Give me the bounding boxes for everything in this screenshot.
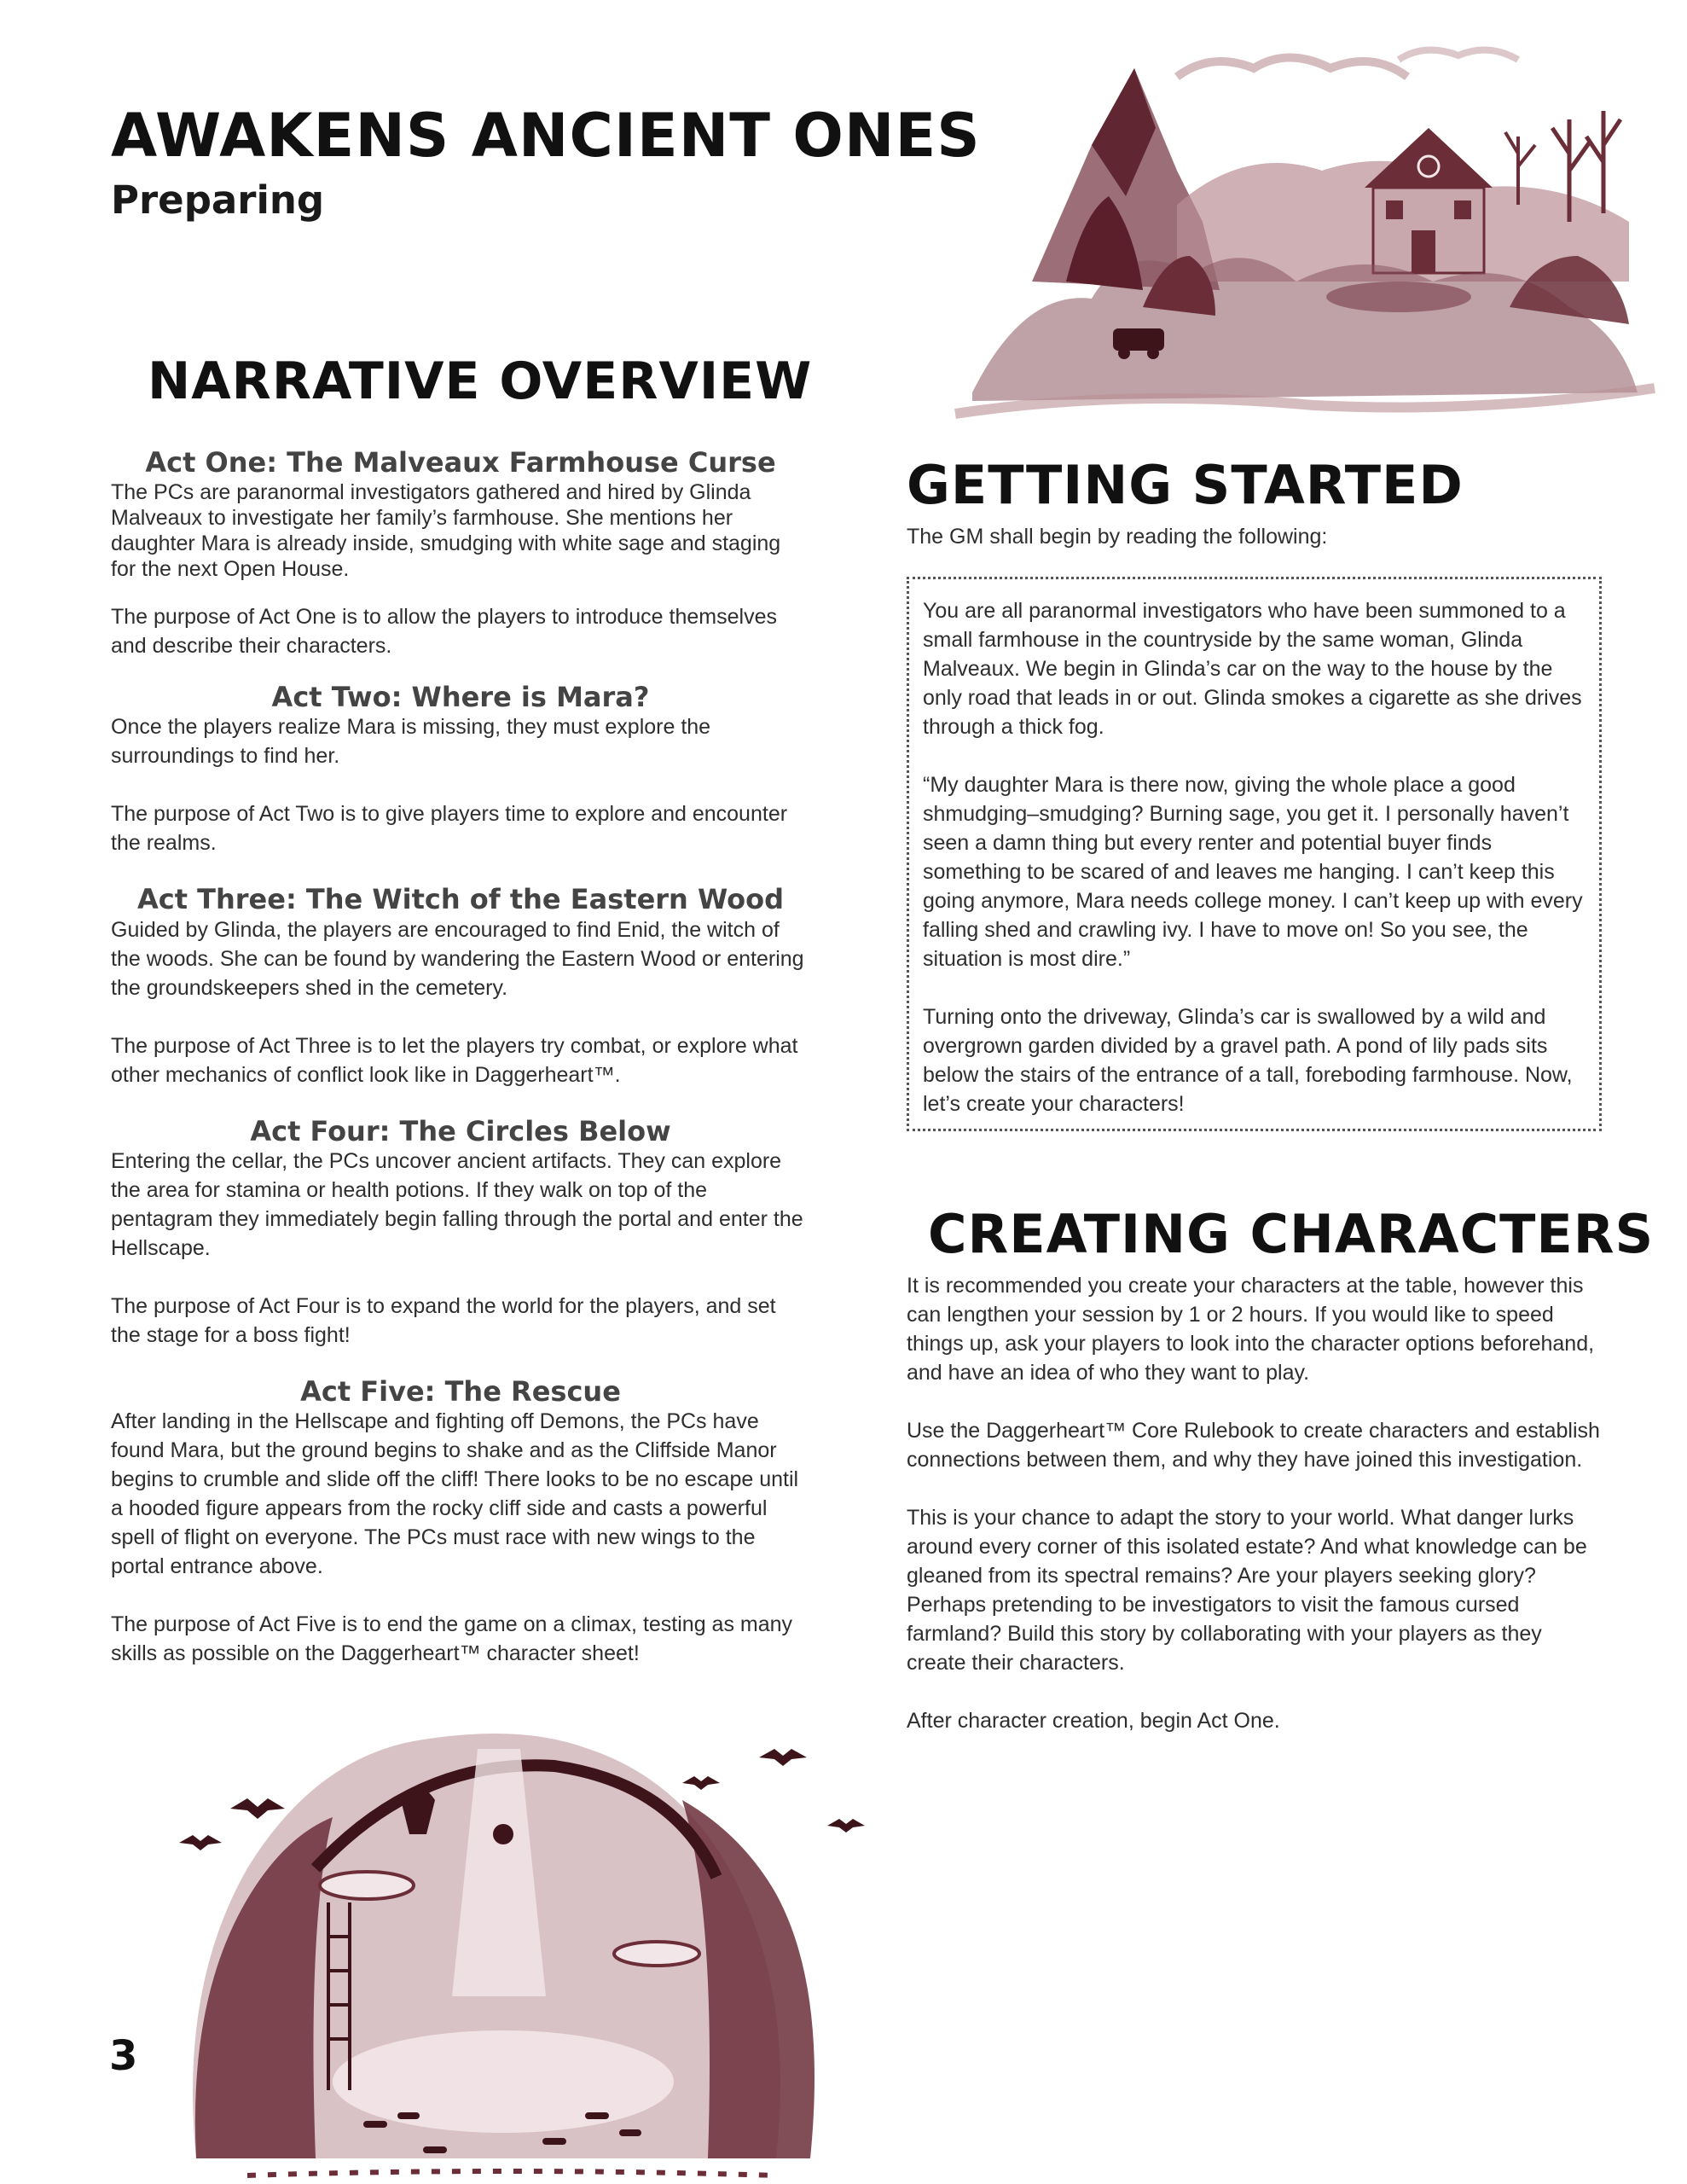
document-title: AWAKENS ANCIENT ONES <box>111 101 981 171</box>
act-two-title: Act Two: Where is Mara? <box>271 681 650 714</box>
read-aloud-box <box>907 577 1602 1131</box>
act-two-purpose: The purpose of Act Two is to give players time to explore and encounter the realms. <box>111 802 788 856</box>
act-one-section <box>111 448 810 660</box>
farmhouse-building <box>1365 128 1493 273</box>
act-four-title: Act Four: The Circles Below <box>250 1114 671 1147</box>
act-two-section <box>111 682 810 857</box>
creating-characters-paragraph-2: Use the Daggerheart™ Core Rulebook to create characters and establish connections between them, and why they have joined this investigation. <box>907 1419 1600 1472</box>
getting-started-heading: GETTING STARTED <box>907 454 1464 516</box>
act-four-summary: Entering the cellar, the PCs uncover ancient artifacts. They can explore the area for stamina or health potions. If they walk on top of the pentagram they immediately begin falling through the portal and enter the Hellscape. <box>111 1148 803 1260</box>
read-aloud-paragraph-1: You are all paranormal investigators who have been summoned to a small farmhouse in the countryside by the same woman, Glinda Malveaux. We begin in Glinda’s car on the way to the house by the only road that leads in or out. Glinda smokes a cigarette as she drives through a thick fog. <box>923 599 1582 739</box>
page-number: 3 <box>109 2032 138 2080</box>
act-five-section <box>111 1374 810 1668</box>
act-five-purpose: The purpose of Act Five is to end the game on a climax, testing as many skills as possible on the Daggerheart™ character sheet! <box>111 1612 793 1665</box>
act-one-title: Act One: The Malveaux Farmhouse Curse <box>145 446 776 479</box>
act-two-summary: Once the players realize Mara is missing, they must explore the surroundings to find her. <box>111 715 711 769</box>
creating-characters-paragraph-4: After character creation, begin Act One. <box>907 1709 1280 1733</box>
getting-started-intro: The GM shall begin by reading the following: <box>907 525 1328 549</box>
act-three-summary: Guided by Glinda, the players are encouraged to find Enid, the witch of the woods. She can be found by wandering the Eastern Wood or entering the groundskeepers shed in the cemetery. <box>111 917 804 1000</box>
act-three-purpose: The purpose of Act Three is to let the players try combat, or explore what other mechanics of conflict look like in Daggerheart™. <box>111 1033 798 1087</box>
creating-characters-paragraph-3: This is your chance to adapt the story to your world. What danger lurks around every corner of this isolated estate? And what knowledge can be gleaned from its spectral remains? Are your players seeking glory? Perhaps pretending to be investigators to visit the famous cursed farmland? Build this story by collaborating with your players as they create their characters. <box>907 1506 1587 1675</box>
hellscape-illustration <box>145 1715 878 2184</box>
creating-characters-heading: CREATING CHARACTERS <box>928 1203 1655 1265</box>
farmhouse-illustration <box>921 26 1687 422</box>
act-five-title: Act Five: The Rescue <box>300 1374 621 1408</box>
act-four-section <box>111 1114 810 1350</box>
act-four-purpose: The purpose of Act Four is to expand the world for the players, and set the stage for a boss fight! <box>111 1293 776 1347</box>
act-three-section <box>111 885 810 1089</box>
act-one-purpose: The purpose of Act One is to allow the players to introduce themselves and describe their characters. <box>111 605 777 659</box>
read-aloud-paragraph-3: Turning onto the driveway, Glinda’s car is swallowed by a wild and overgrown garden divided by a gravel path. A pond of lily pads sits below the stairs of the entrance of a tall, foreboding farmhouse. Now, let’s create your characters! <box>923 1005 1573 1116</box>
narrative-overview-column <box>111 448 810 1668</box>
document-subtitle: Preparing <box>111 177 325 223</box>
creating-characters-body <box>907 1271 1606 1735</box>
act-one-summary: The PCs are paranormal investigators gathered and hired by Glinda Malveaux to investigate her family’s farmhouse. She mentions her daughter Mara is already inside, smudging with white sage and staging for the next Open House. <box>111 480 781 582</box>
act-five-summary: After landing in the Hellscape and fighting off Demons, the PCs have found Mara, but the ground begins to shake and as the Cliffside Manor begins to crumble and slide off the cliff! There looks to be no escape until a hooded figure appears from the rocky cliff side and casts a powerful spell of flight on everyone. The PCs must race with new wings to the portal entrance above. <box>111 1409 799 1578</box>
narrative-overview-heading: NARRATIVE OVERVIEW <box>148 351 813 411</box>
read-aloud-paragraph-2: “My daughter Mara is there now, giving the whole place a good shmudging–smudging? Burning sage, you get it. I personally haven’t seen a damn thing but every renter and potential buyer finds something to be scared of and leaves me hanging. I can’t keep this going anymore, Mara needs college money. I can’t keep up with every falling shed and crawling ivy. I have to move on! So you see, the situation is most dire.” <box>923 773 1583 971</box>
creating-characters-paragraph-1: It is recommended you create your characters at the table, however this can lengthen your session by 1 or 2 hours. If you would like to speed things up, ask your players to look into the character options beforehand, and have an idea of who they want to play. <box>907 1274 1595 1385</box>
farmhouse-sketch <box>921 26 1687 422</box>
act-three-title: Act Three: The Witch of the Eastern Wood <box>136 883 784 916</box>
hellscape-sketch <box>145 1715 878 2184</box>
